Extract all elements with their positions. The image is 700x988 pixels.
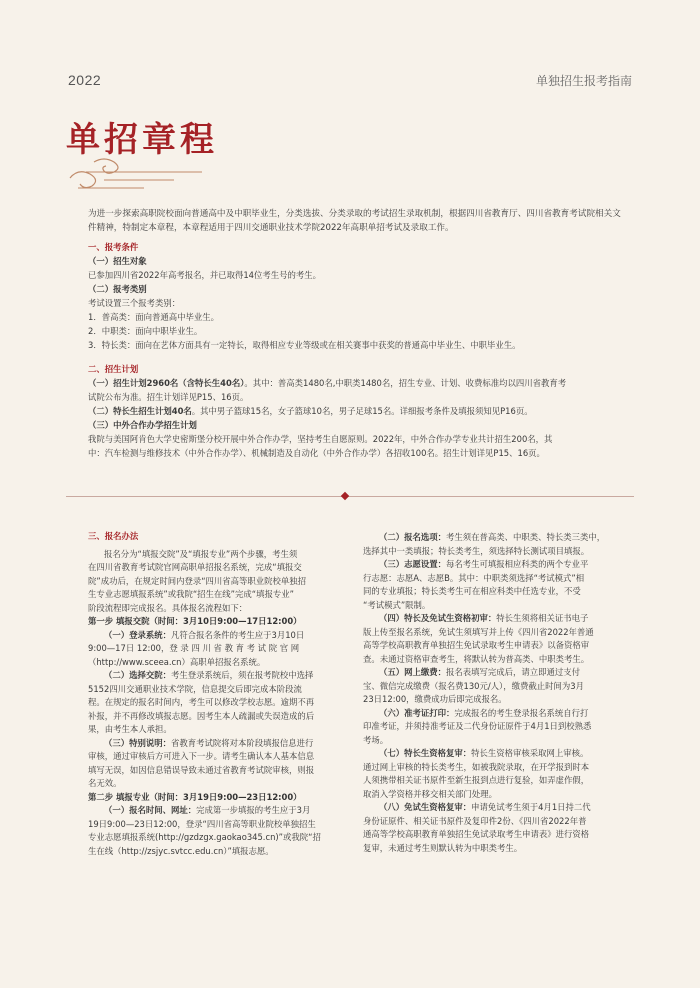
intro-paragraph: 为进一步探索高职院校面向普通高中及中职毕业生，分类选拔、分类录取的考试招生录取机制，根据四川省教育厅、四川省教育考试院相关文件精神，特制定本章程，本章程适用于四川交通职业技术学院2022年高职单招考试及录取工作。 [88, 209, 621, 233]
subheading: （二）报考类别 [88, 284, 147, 294]
list-item: 2．中职类：面向中职毕业生。 [88, 326, 203, 336]
guide-label: 单独招生报考指南 [535, 74, 632, 88]
subheading: （三）中外合作办学招生计划 [88, 420, 197, 430]
step2-heading: 第二步 填报专业（时间：3月19日9:00—23日12:00） [88, 791, 302, 802]
section-divider [66, 496, 634, 497]
list-item: 3．特长类：面向在艺体方面具有一定特长，取得相应专业等级或在相关赛事中获奖的普通高中毕业生、中职毕业生。 [88, 340, 521, 350]
section-heading: 一、报考条件 [88, 242, 139, 252]
plan-specialty: （二）特长生招生计划40名 [88, 406, 192, 416]
left-column: 三、报名办法 报名分为“填报交院”及“填报专业”两个步骤，考生须 在四川省教育考试院官网高职单招报名系统，完成“填报交 院”成功后，在规定时间内登录“四川省高等职业院校单独招 生专业志愿填报系统”或我院“招生在线”完成“填报专业” 阶段流程即完成报名。具体报名流程如下： 第一步 填报交院（时间：3月10日9:00—17日12:00） （一）登录系统：凡符合报名条件的考生应于3月10日 9:00—17日 12:00，登 录 四 川 省 教 育 考 试 院 官 网 （http://www.sceea.cn）高职单招报名系统。 （二）选择交院：考生登录系统后，须在报考院校中选择 5152四川交通职业技术学院，信息提交后即完成本阶段流 程。在规定的报名时间内，考生可以修改学校志愿。逾期不再 补报，并不再修改填报志愿。因考生本人疏漏或失误造成的后 果，由考生本人承担。 （三）特别说明：省教育考试院将对本阶段填报信息进行 审核，通过审核后方可进入下一步。请考生确认本人基本信息 填写无误，如因信息错误导致未通过省教育考试院审核，则报 名无效。 第二步 填报专业（时间：3月19日9:00—23日12:00） （一）报名时间、网址：完成第一步填报的考生应于3月 19日9:00—23日12:00，登录“四川省高等职业院校单独招生 专业志愿填报系统(http://gzdzgx.gaokao345.cn)”或我院“招 生在线（http://zsjyc.svtcc.edu.cn）”填报志愿。 [88, 530, 336, 858]
body-text: 已参加四川省2022年高考报名，并已取得14位考生号的考生。 [88, 270, 321, 280]
body-text: 考试设置三个报考类别： [88, 298, 181, 308]
plan-total: （一）招生计划2960名（含特长生40名） [88, 378, 245, 388]
section-enrollment-plan: 二、招生计划 （一）招生计划2960名（含特长生40名）。其中：普高类1480名,中职类1480名，招生专业、计划、收费标准均以四川省教育考 试院公布为准。招生计划详见P15、16页。 （二）特长生招生计划40名。其中男子篮球15名，女子篮球10名，男子足球15名。详细报考条件及填报须知见P16页。 （三）中外合作办学招生计划 我院与美国阿肯色大学史密斯堡分校开展中外合作办学，坚持考生自愿原则。2022年，中外合作办学专业共计招生200名，其 中：汽车检测与维修技术（中外合作办学）、机械制造及自动化（中外合作办学）各招收100名。招生计划详见P15、16页。 [88, 362, 628, 460]
list-item: 1．普高类：面向普通高中毕业生。 [88, 312, 219, 322]
right-column: （二）报名选项：考生须在普高类、中职类、特长类三类中， 选择其中一类填报；特长类考生，须选择特长测试项目填报。 （三）志愿设置：每名考生可填报相应科类的两个专业平 行志愿：志愿A、志愿B。其中：中职类须选择“考试模式”相 同的专业填报；特长类考生可在相应科类中任选专业，不受 “考试模式”限制。 （四）特长及免试生资格初审：特长生须将相关证书电子 版上传至报名系统，免试生须填写并上传《四川省2022年普通 高等学校高职教育单独招生免试录取考生申请表》以备资格审 查。未通过资格审查考生，将默认转为普高类、中职类考生。 （五）网上缴费：报名表填写完成后，请立即通过支付 宝、微信完成缴费（报名费130元/人），缴费截止时间为3月 23日12:00，缴费成功后即完成报名。 （六）准考证打印：完成报名的考生登录报名系统自行打 印准考证，并须持准考证及二代身份证原件于4月1日到校熟悉 考场。 （七）特长生资格复审：特长生资格审核采取网上审核。 通过网上审核的特长类考生，如被我院录取，在开学报到时本 人须携带相关证书原件至新生报到点进行复验，如弄虚作假， 取消入学资格并移交相关部门处理。 （八）免试生资格复审：申请免试考生须于4月1日持二代 身份证原件、相关证书原件及复印件2份、《四川省2022年普 通高等学校高职教育单独招生免试录取考生申请表》进行资格 复审，未通过考生则默认转为中职类考生。 [363, 532, 606, 853]
step1-heading: 第一步 填报交院（时间：3月10日9:00—17日12:00） [88, 616, 302, 626]
section-heading: 三、报名办法 [88, 531, 139, 541]
year-label: 2022 [68, 72, 102, 88]
section-eligibility [88, 240, 628, 352]
subheading: （一）招生对象 [88, 256, 147, 266]
auspicious-cloud-ornament [64, 156, 204, 192]
section-heading: 二、招生计划 [88, 364, 139, 374]
diamond-ornament [341, 492, 349, 500]
page-title: 单招章程 [66, 120, 218, 160]
